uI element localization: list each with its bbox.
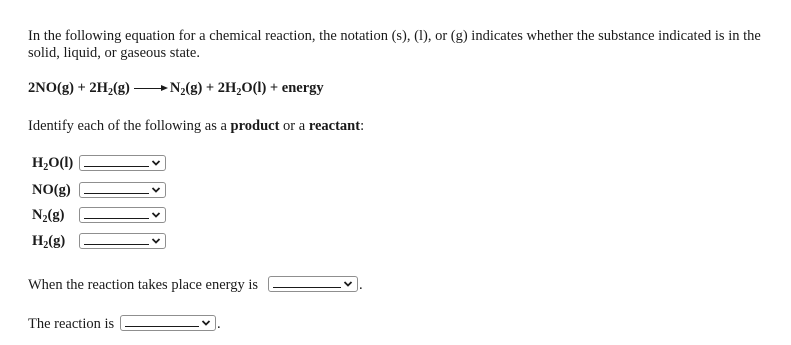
equation-reactants: $2NO(g) + 2H_2(g)$ <box>28 80 130 98</box>
energy-question-text: When the reaction takes place energy is <box>28 277 259 293</box>
select-blank-line <box>84 193 149 194</box>
chevron-down-icon <box>151 159 161 167</box>
species-label-n2: $N_2(g)$ <box>32 207 65 225</box>
reaction-question-period: . <box>217 316 221 332</box>
select-blank-line <box>84 244 149 245</box>
species-label-no: NO(g) <box>32 182 71 198</box>
prompt-product-word: product <box>230 118 280 134</box>
chevron-down-icon <box>201 319 211 327</box>
select-blank-line <box>125 326 199 327</box>
equation-products: $N_2(g) + 2H_2O(l)$ + energy <box>169 80 324 98</box>
species-select-n2[interactable] <box>79 207 166 223</box>
chevron-down-icon <box>151 186 161 194</box>
prompt-or-text: or a <box>279 118 309 134</box>
species-label-h2: $H_2(g)$ <box>32 233 66 251</box>
select-blank-line <box>84 166 149 167</box>
chevron-down-icon <box>151 237 161 245</box>
reaction-question-text: The reaction is <box>28 316 115 332</box>
instruction-prompt <box>28 118 364 135</box>
select-blank-line <box>273 287 341 288</box>
prompt-text: Identify each of the following as a <box>28 118 231 134</box>
species-label-h2o: $H_2O(l)$ <box>32 155 74 173</box>
energy-select[interactable] <box>268 276 358 292</box>
species-select-h2o[interactable] <box>79 155 166 171</box>
prompt-reactant-word: reactant <box>308 118 361 134</box>
reaction-arrow-icon <box>134 84 168 94</box>
chevron-down-icon <box>151 211 161 219</box>
select-blank-line <box>84 218 149 219</box>
chevron-down-icon <box>343 280 353 288</box>
energy-question-period: . <box>359 277 363 293</box>
species-select-h2[interactable] <box>79 233 166 249</box>
species-select-no[interactable] <box>79 182 166 198</box>
prompt-colon: : <box>360 118 365 134</box>
chemical-equation <box>28 80 324 97</box>
reaction-select[interactable] <box>120 315 216 331</box>
intro-paragraph: In the following equation for a chemical reaction, the notation (s), (l), or (g) indicates whether the substance indicated is in the solid, liquid, or gaseous state. <box>28 28 761 61</box>
